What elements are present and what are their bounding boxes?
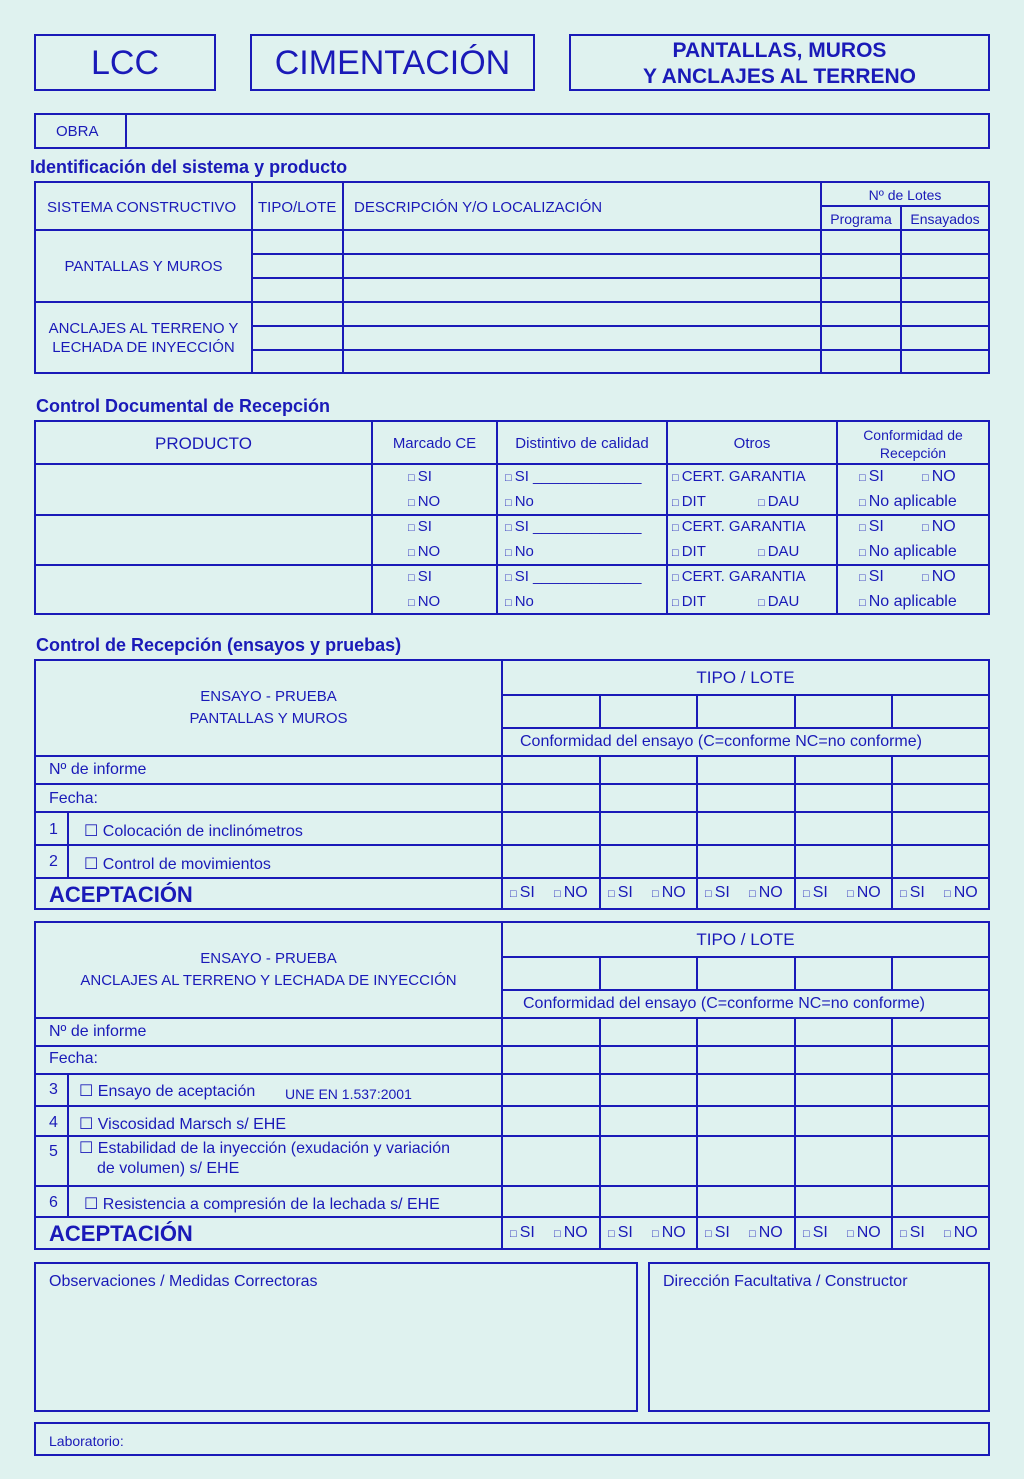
checkbox-icon[interactable]: □ (705, 1228, 715, 1240)
b1-item-2-num: 2 (49, 853, 58, 870)
b2-col-div-1 (599, 1017, 601, 1248)
cd-row2-conf-no-aplicable[interactable] (859, 543, 957, 562)
b2-lote1-no-text: NO (563, 1224, 588, 1241)
b1-item1-line (36, 811, 988, 813)
id-line-a (253, 253, 988, 255)
cd-row2-distintivo-si-text: SI _____________ (514, 518, 642, 535)
checkbox-icon[interactable]: □ (652, 888, 662, 900)
cd-col-marcado: Marcado CE (392, 435, 477, 452)
header-code-box (34, 34, 216, 91)
b2-lote-div-2 (696, 956, 698, 989)
checkbox-icon[interactable]: □ (408, 497, 418, 509)
checkbox-icon[interactable]: □ (672, 597, 682, 609)
id-col-div-4 (900, 207, 902, 372)
b1-tipo-lote: TIPO / LOTE (696, 668, 795, 687)
checkbox-icon[interactable]: □ (803, 888, 813, 900)
checkbox-icon[interactable]: □ (922, 522, 932, 534)
header-category: CIMENTACIÓN (274, 44, 511, 82)
cd-row1-conf-no-aplicable-text: No aplicable (868, 493, 957, 510)
b1-num-div (67, 813, 69, 877)
b2-lote1-si-text: SI (519, 1224, 535, 1241)
b1-item2-line (36, 844, 988, 846)
b2-col-div-3 (794, 1017, 796, 1248)
checkbox-icon[interactable]: □ (705, 888, 715, 900)
checkbox-icon[interactable]: □ (652, 1228, 662, 1240)
checkbox-icon[interactable]: □ (505, 522, 515, 534)
b1-lote4-no[interactable] (847, 884, 881, 903)
checkbox-icon[interactable]: □ (408, 572, 418, 584)
checkbox-icon[interactable]: □ (900, 888, 910, 900)
b2-item-6-num: 6 (49, 1194, 58, 1211)
checkbox-icon[interactable]: □ (922, 472, 932, 484)
b1-informe-line (36, 755, 988, 757)
cd-row2-distintivo-si[interactable] (505, 518, 642, 537)
b1-lote1-si-text: SI (519, 884, 535, 901)
checkbox-icon[interactable]: □ (408, 522, 418, 534)
cd-row2-otros-cert[interactable] (672, 518, 806, 537)
cd-row1-marcado-no[interactable] (408, 493, 440, 512)
cd-row2-otros-dit-text: DIT (681, 543, 706, 560)
b1-lote-div-4 (891, 694, 893, 727)
id-col-tipo: TIPO/LOTE (258, 199, 337, 216)
b1-lote4-si-text: SI (812, 884, 828, 901)
b1-lote1-no-text: NO (563, 884, 588, 901)
b2-lote4-no-text: NO (856, 1224, 881, 1241)
b2-item-3-norm: UNE EN 1.537:2001 (285, 1086, 412, 1102)
b1-lote5-si-text: SI (909, 884, 925, 901)
cd-header-line (36, 463, 988, 465)
b1-lote4-si[interactable] (803, 884, 828, 903)
cd-row2-conf-no-aplicable-text: No aplicable (868, 543, 957, 560)
b2-fecha: Fecha: (49, 1050, 98, 1067)
id-col-sistema: SISTEMA CONSTRUCTIVO (47, 199, 237, 216)
b1-col-div-1 (599, 755, 601, 908)
b2-left-div (501, 923, 503, 1248)
b2-lote5-si[interactable] (900, 1224, 925, 1243)
checkbox-icon[interactable]: □ (505, 497, 515, 509)
cd-row3-otros-cert-text: CERT. GARANTIA (681, 568, 806, 585)
cd-row1-conf-no[interactable] (922, 468, 956, 487)
direccion-box[interactable] (648, 1262, 990, 1412)
b2-lote2-si-text: SI (617, 1224, 633, 1241)
b1-acept-line (36, 877, 988, 879)
cd-row3-otros-dau[interactable] (758, 593, 799, 612)
checkbox-icon[interactable]: □ (672, 497, 682, 509)
cd-row3-conf-si[interactable] (859, 568, 884, 587)
checkbox-icon[interactable]: □ (758, 497, 768, 509)
b2-lote2-no[interactable] (652, 1224, 686, 1243)
obra-row (34, 113, 990, 149)
cd-row2-conf-si[interactable] (859, 518, 884, 537)
b2-num-div (67, 1075, 69, 1216)
b2-n-informe: Nº de informe (49, 1023, 147, 1040)
b2-lote4-no[interactable] (847, 1224, 881, 1243)
direccion-label: Dirección Facultativa / Constructor (663, 1273, 908, 1290)
b2-item-5-num: 5 (49, 1143, 58, 1160)
checkbox-icon[interactable]: □ (859, 522, 869, 534)
b1-tipo-line (503, 694, 988, 696)
b1-lote1-si[interactable] (510, 884, 535, 903)
b1-aceptacion: ACEPTACIÓN (49, 882, 193, 907)
b1-lote-line (503, 727, 988, 729)
cd-row1-otros-dau[interactable] (758, 493, 799, 512)
cd-row-line-1 (36, 514, 988, 516)
checkbox-icon[interactable]: □ (510, 1228, 520, 1240)
identificacion-table (34, 181, 990, 374)
b1-col-div-4 (891, 755, 893, 908)
checkbox-icon[interactable]: □ (803, 1228, 813, 1240)
b2-lote1-no[interactable] (554, 1224, 588, 1243)
b1-fecha-line (36, 783, 988, 785)
b2-item3-line (36, 1073, 988, 1075)
cd-row3-marcado-si[interactable] (408, 568, 432, 587)
id-header-line (36, 229, 988, 231)
b1-lote5-no[interactable] (944, 884, 978, 903)
cd-row3-conf-no-aplicable-text: No aplicable (868, 593, 957, 610)
header-code: LCC (90, 44, 160, 82)
cd-row3-otros-cert[interactable] (672, 568, 806, 587)
b1-lote-div-3 (794, 694, 796, 727)
checkbox-icon[interactable]: □ (900, 1228, 910, 1240)
cd-row1-distintivo-no[interactable] (505, 493, 534, 512)
b2-lote3-si-text: SI (714, 1224, 730, 1241)
checkbox-icon[interactable]: □ (944, 1228, 954, 1240)
b1-title-2: PANTALLAS Y MUROS (189, 710, 348, 727)
cd-row3-distintivo-si-text: SI _____________ (514, 568, 642, 585)
b2-item-6-label[interactable]: ☐ Resistencia a compresión de la lechada s/ EHE (84, 1196, 440, 1213)
b2-lote4-si-text: SI (812, 1224, 828, 1241)
cd-row1-otros-dit-text: DIT (681, 493, 706, 510)
b2-lote3-si[interactable] (705, 1224, 730, 1243)
checkbox-icon[interactable]: □ (505, 472, 515, 484)
checkbox-icon[interactable]: □ (749, 888, 759, 900)
b2-col-div-2 (696, 1017, 698, 1248)
cd-row2-conf-si-text: SI (868, 518, 884, 535)
cd-row3-otros-dit[interactable] (672, 593, 706, 612)
cd-row2-marcado-no-text: NO (417, 543, 441, 560)
id-line-c (253, 325, 988, 327)
checkbox-icon[interactable]: □ (847, 888, 857, 900)
b1-lote2-si[interactable] (608, 884, 633, 903)
observaciones-box[interactable] (34, 1262, 638, 1412)
b1-lote3-no[interactable] (749, 884, 783, 903)
checkbox-icon[interactable]: □ (859, 597, 869, 609)
cd-row3-otros-dit-text: DIT (681, 593, 706, 610)
b2-lote1-si[interactable] (510, 1224, 535, 1243)
b1-lote2-si-text: SI (617, 884, 633, 901)
b2-item4-line (36, 1105, 988, 1107)
cd-row2-otros-dau[interactable] (758, 543, 799, 562)
b2-lote3-no-text: NO (758, 1224, 783, 1241)
cd-row2-otros-dau-text: DAU (767, 543, 800, 560)
b2-item-4-num: 4 (49, 1114, 58, 1131)
b2-title-1: ENSAYO - PRUEBA (200, 950, 337, 967)
cd-row2-marcado-no[interactable] (408, 543, 440, 562)
b2-item6-line (36, 1185, 988, 1187)
checkbox-icon[interactable]: □ (672, 472, 682, 484)
b2-informe-line (36, 1017, 988, 1019)
b1-lote1-no[interactable] (554, 884, 588, 903)
b2-lote-div-4 (891, 956, 893, 989)
b2-lote5-no[interactable] (944, 1224, 978, 1243)
cd-row1-conf-no-text: NO (931, 468, 956, 485)
b2-item5-line (36, 1135, 988, 1137)
b1-lote3-no-text: NO (758, 884, 783, 901)
checkbox-icon[interactable]: □ (505, 572, 515, 584)
obra-input[interactable] (129, 115, 988, 147)
b2-aceptacion: ACEPTACIÓN (49, 1221, 193, 1246)
cd-row1-otros-dit[interactable] (672, 493, 706, 512)
b2-tipo-lote: TIPO / LOTE (696, 930, 795, 949)
header-category-box (250, 34, 535, 91)
ensayo-block-1 (34, 659, 990, 910)
header-subject-line1: PANTALLAS, MUROS (672, 39, 887, 62)
cd-row3-conf-no[interactable] (922, 568, 956, 587)
b2-conformidad: Conformidad del ensayo (C=conforme NC=no conforme) (523, 995, 925, 1012)
control-recepcion-title: Control de Recepción (ensayos y pruebas) (36, 635, 402, 655)
cd-col-conf-2: Recepción (879, 445, 947, 461)
laboratorio-label: Laboratorio: (49, 1433, 124, 1449)
cd-row3-distintivo-no-text: No (514, 593, 534, 610)
cd-row3-conf-no-text: NO (931, 568, 956, 585)
b1-lote3-si-text: SI (714, 884, 730, 901)
cd-row2-distintivo-no-text: No (514, 543, 534, 560)
cd-row1-conf-no-aplicable[interactable] (859, 493, 957, 512)
cd-row2-marcado-si[interactable] (408, 518, 432, 537)
b1-lote4-no-text: NO (856, 884, 881, 901)
header-subject-line2: Y ANCLAJES AL TERRENO (642, 65, 917, 88)
b1-col-div-2 (696, 755, 698, 908)
b2-lote4-si[interactable] (803, 1224, 828, 1243)
b1-lote-div-1 (599, 694, 601, 727)
cd-row3-marcado-si-text: SI (417, 568, 432, 585)
cd-row1-conf-si[interactable] (859, 468, 884, 487)
b1-lote5-no-text: NO (953, 884, 978, 901)
checkbox-icon[interactable]: □ (749, 1228, 759, 1240)
cd-row3-distintivo-si[interactable] (505, 568, 642, 587)
checkbox-icon[interactable]: □ (859, 472, 869, 484)
checkbox-icon[interactable]: □ (922, 572, 932, 584)
cd-row3-conf-si-text: SI (868, 568, 884, 585)
b2-acept-line (36, 1216, 988, 1218)
cd-row2-distintivo-no[interactable] (505, 543, 534, 562)
b1-title-1: ENSAYO - PRUEBA (200, 688, 337, 705)
checkbox-icon[interactable]: □ (408, 597, 418, 609)
id-group-line (36, 301, 988, 303)
checkbox-icon[interactable]: □ (758, 597, 768, 609)
checkbox-icon[interactable]: □ (408, 472, 418, 484)
checkbox-icon[interactable]: □ (505, 547, 515, 559)
b1-lote-div-2 (696, 694, 698, 727)
checkbox-icon[interactable]: □ (672, 547, 682, 559)
obra-label: OBRA (56, 123, 99, 140)
b1-item-2-label[interactable]: ☐ Control de movimientos (84, 856, 271, 873)
checkbox-icon[interactable]: □ (510, 888, 520, 900)
id-col-programa: Programa (830, 211, 892, 227)
checkbox-icon[interactable]: □ (859, 572, 869, 584)
b1-lote2-no[interactable] (652, 884, 686, 903)
checkbox-icon[interactable]: □ (944, 888, 954, 900)
b2-item-4-label[interactable]: ☐ Viscosidad Marsch s/ EHE (79, 1116, 287, 1133)
checkbox-icon[interactable]: □ (847, 1228, 857, 1240)
b1-lote3-si[interactable] (705, 884, 730, 903)
cd-row3-otros-dau-text: DAU (767, 593, 800, 610)
observaciones-label: Observaciones / Medidas Correctoras (49, 1273, 318, 1290)
cd-row2-conf-no-text: NO (931, 518, 956, 535)
b1-fecha: Fecha: (49, 790, 98, 807)
laboratorio-box[interactable] (34, 1422, 990, 1456)
identificacion-title: Identificación del sistema y producto (30, 157, 348, 177)
cd-row3-marcado-no[interactable] (408, 593, 440, 612)
cd-row1-otros-cert[interactable] (672, 468, 806, 487)
cd-row3-distintivo-no[interactable] (505, 593, 534, 612)
cd-row2-conf-no[interactable] (922, 518, 956, 537)
checkbox-icon[interactable]: □ (608, 1228, 618, 1240)
b1-lote5-si[interactable] (900, 884, 925, 903)
b2-lote-div-3 (794, 956, 796, 989)
checkbox-icon[interactable]: □ (859, 547, 869, 559)
cd-row3-conf-no-aplicable[interactable] (859, 593, 957, 612)
b1-item-1-label[interactable]: ☐ Colocación de inclinómetros (84, 823, 303, 840)
cd-col-conf-1: Conformidad de (863, 427, 963, 443)
b2-item-5-label-2: de volumen) s/ EHE (97, 1160, 240, 1177)
cd-row1-otros-cert-text: CERT. GARANTIA (681, 468, 806, 485)
checkbox-icon[interactable]: □ (608, 888, 618, 900)
cd-row1-otros-dau-text: DAU (767, 493, 800, 510)
b2-lote2-no-text: NO (661, 1224, 686, 1241)
checkbox-icon[interactable]: □ (554, 1228, 564, 1240)
cd-col-otros: Otros (733, 435, 771, 452)
b2-tipo-line (503, 956, 988, 958)
checkbox-icon[interactable]: □ (859, 497, 869, 509)
cd-row2-otros-cert-text: CERT. GARANTIA (681, 518, 806, 535)
obra-divider (125, 115, 127, 147)
cd-row1-conf-si-text: SI (868, 468, 884, 485)
b2-col-div-4 (891, 1017, 893, 1248)
b2-fecha-line (36, 1045, 988, 1047)
b2-lote3-no[interactable] (749, 1224, 783, 1243)
cd-row1-distintivo-si[interactable] (505, 468, 642, 487)
b2-item-5-label[interactable]: ☐ Estabilidad de la inyección (exudación y variación (79, 1140, 450, 1157)
id-col-lotes: Nº de Lotes (868, 187, 942, 203)
cd-col-producto: PRODUCTO (155, 434, 252, 453)
cd-row1-marcado-no-text: NO (417, 493, 441, 510)
b1-col-div-3 (794, 755, 796, 908)
b2-lote-line (503, 989, 988, 991)
b2-lote2-si[interactable] (608, 1224, 633, 1243)
cd-row1-distintivo-no-text: No (514, 493, 534, 510)
b2-item-3-label[interactable]: ☐ Ensayo de aceptación (79, 1083, 256, 1100)
checkbox-icon[interactable]: □ (672, 572, 682, 584)
id-line-d (253, 349, 988, 351)
id-line-b (253, 277, 988, 279)
id-col-desc: DESCRIPCIÓN Y/O LOCALIZACIÓN (354, 199, 603, 216)
b1-item-1-num: 1 (49, 821, 58, 838)
id-sub-header-line (822, 205, 988, 207)
header-subject-box (569, 34, 990, 91)
cd-col-distintivo: Distintivo de calidad (515, 435, 649, 452)
checkbox-icon[interactable]: □ (758, 547, 768, 559)
b2-item-3-num: 3 (49, 1081, 58, 1098)
b1-conformidad: Conformidad del ensayo (C=conforme NC=no conforme) (520, 733, 922, 750)
cd-row2-marcado-si-text: SI (417, 518, 432, 535)
b2-lote5-si-text: SI (909, 1224, 925, 1241)
b2-title-2: ANCLAJES AL TERRENO Y LECHADA DE INYECCIÓN (80, 972, 457, 989)
checkbox-icon[interactable]: □ (408, 547, 418, 559)
cd-row2-otros-dit[interactable] (672, 543, 706, 562)
id-row-anclajes-2: LECHADA DE INYECCIÓN (52, 339, 235, 356)
id-row-anclajes-1: ANCLAJES AL TERRENO Y (48, 320, 239, 337)
cd-row3-marcado-no-text: NO (417, 593, 441, 610)
id-col-ensayados: Ensayados (910, 211, 980, 227)
checkbox-icon[interactable]: □ (554, 888, 564, 900)
ensayo-block-2 (34, 921, 990, 1250)
b1-n-informe: Nº de informe (49, 761, 147, 778)
b2-lote5-no-text: NO (953, 1224, 978, 1241)
cd-row1-marcado-si[interactable] (408, 468, 432, 487)
cd-row-line-2 (36, 564, 988, 566)
control-documental-title: Control Documental de Recepción (36, 396, 331, 416)
checkbox-icon[interactable]: □ (672, 522, 682, 534)
cd-row1-distintivo-si-text: SI _____________ (514, 468, 642, 485)
id-row-pantallas: PANTALLAS Y MUROS (64, 258, 223, 275)
checkbox-icon[interactable]: □ (505, 597, 515, 609)
b1-lote2-no-text: NO (661, 884, 686, 901)
cd-row1-marcado-si-text: SI (417, 468, 432, 485)
b2-lote-div-1 (599, 956, 601, 989)
